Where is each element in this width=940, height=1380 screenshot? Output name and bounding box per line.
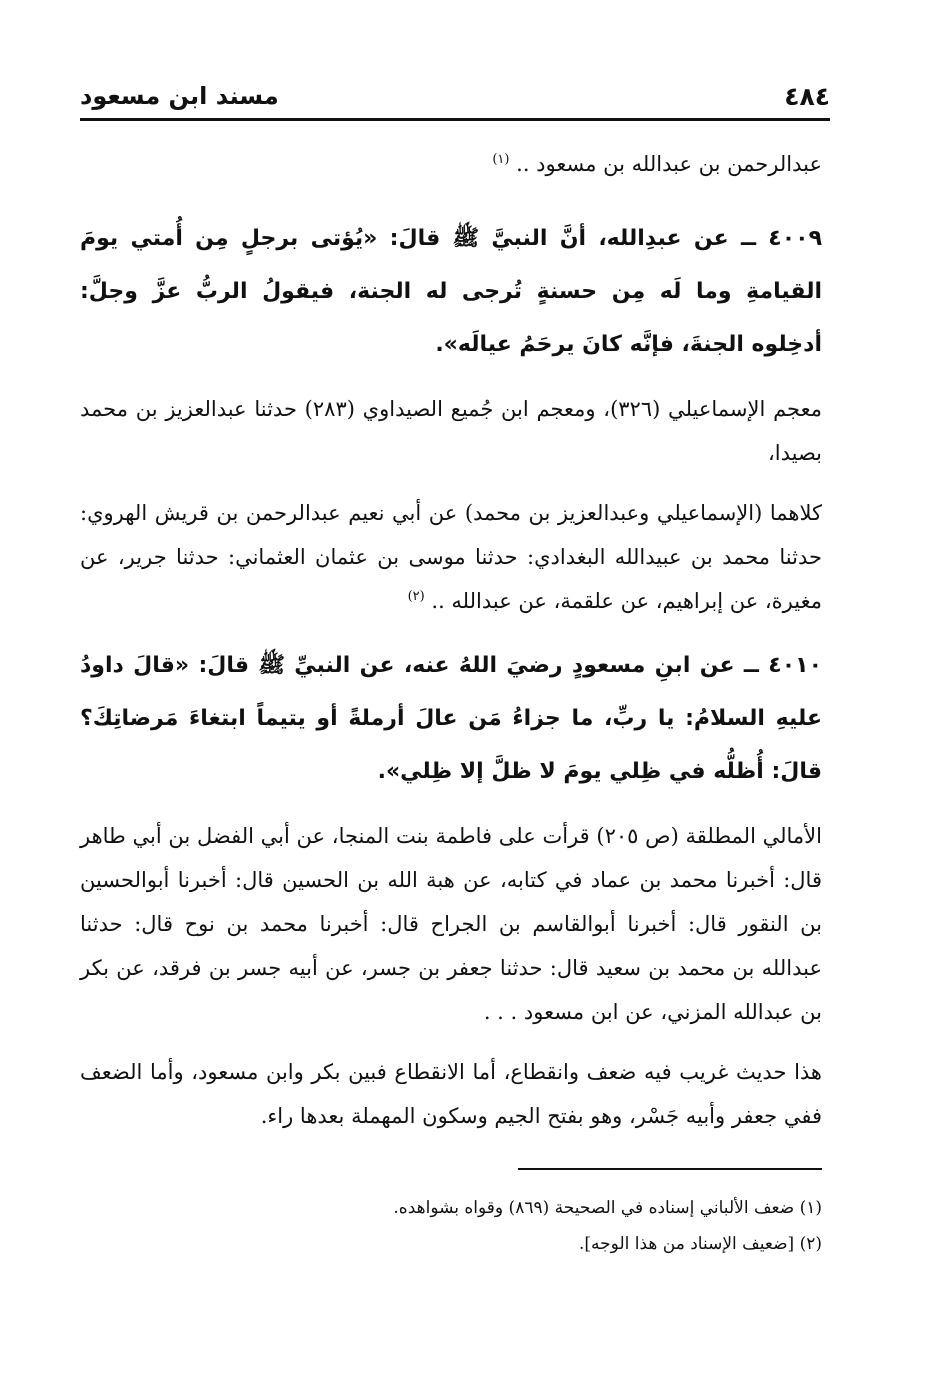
hadith-4009 [80, 212, 822, 371]
page-number: ٤٨٤ [784, 82, 830, 111]
footnote-1: (١) ضعف الألباني إسناده في الصحيحة (٨٦٩) وقواه بشواهده. [393, 1198, 822, 1218]
source-citation [80, 814, 822, 1034]
footnote-2: (٢) [ضعيف الإسناد من هذا الوجه]. [579, 1234, 822, 1254]
paragraph-continuation [80, 142, 822, 186]
footnotes [80, 1190, 822, 1262]
footnote-divider [518, 1168, 822, 1170]
footnote-ref: (٢) [407, 589, 425, 604]
paragraph-text: عبدالرحمن بن عبدالله بن مسعود .. [509, 152, 822, 176]
page-header [80, 82, 830, 121]
hadith-4010 [80, 639, 822, 798]
source-citation [80, 387, 822, 475]
isnad-paragraph [80, 491, 822, 623]
paragraph-text: معجم الإسماعيلي (٣٢٦)، ومعجم ابن جُميع الصيداوي (٢٨٣) حدثنا عبدالعزيز بن محمد بصيدا، [80, 397, 822, 465]
paragraph-text: ٤٠٠٩ ــ عن عبدِالله، أنَّ النبيَّ ﷺ قالَ: «يُؤتى برجلٍ مِن أُمتي يومَ القيامةِ وما لَه مِن حسنةٍ تُرجى له الجنة، فيقولُ الربُّ عزَّ وجلَّ: أدخِلوه الجنةَ، فإنَّه كانَ يرحَمُ عيالَه». [80, 226, 822, 357]
commentary-paragraph [80, 1050, 822, 1138]
paragraph-text: ٤٠١٠ ــ عن ابنِ مسعودٍ رضيَ اللهُ عنه، عن النبيِّ ﷺ قالَ: «قالَ داودُ عليهِ السلامُ: يا ربِّ، ما جزاءُ مَن عالَ أرملةً أو يتيماً ابتغاءَ مَرضاتِكَ؟ قالَ: أُظلُّه في ظِلي يومَ لا ظلَّ إلا ظِلي». [80, 653, 822, 784]
running-title: مسند ابن مسعود [80, 82, 279, 110]
footnote-ref: (١) [492, 152, 510, 167]
paragraph-text: كلاهما (الإسماعيلي وعبدالعزيز بن محمد) عن أبي نعيم عبدالرحمن بن قريش الهروي: حدثنا محمد بن عبيدالله البغدادي: حدثنا موسى بن عثمان العثماني: حدثنا جرير، عن مغيرة، عن إبراهيم، عن علقمة، عن عبدالله .. [80, 501, 822, 613]
main-text [80, 142, 822, 1154]
paragraph-text: الأمالي المطلقة (ص ٢٠٥) قرأت على فاطمة بنت المنجا، عن أبي الفضل بن أبي طاهر قال: أخبرنا محمد بن عماد في كتابه، عن هبة الله بن الحسين قال: أخبرنا أبوالحسين بن النقور قال: أخبرنا أبوالقاسم بن الجراح قال: أخبرنا محمد بن نوح قال: حدثنا عبدالله بن محمد بن سعيد قال: حدثنا جعفر بن جسر، عن أبيه جسر بن فرقد، عن بكر بن عبدالله المزني، عن ابن مسعود . . . [80, 824, 822, 1024]
paragraph-text: هذا حديث غريب فيه ضعف وانقطاع، أما الانقطاع فبين بكر وابن مسعود، وأما الضعف ففي جعفر وأبيه جَسْر، وهو بفتح الجيم وسكون المهملة بعدها راء. [80, 1060, 822, 1128]
